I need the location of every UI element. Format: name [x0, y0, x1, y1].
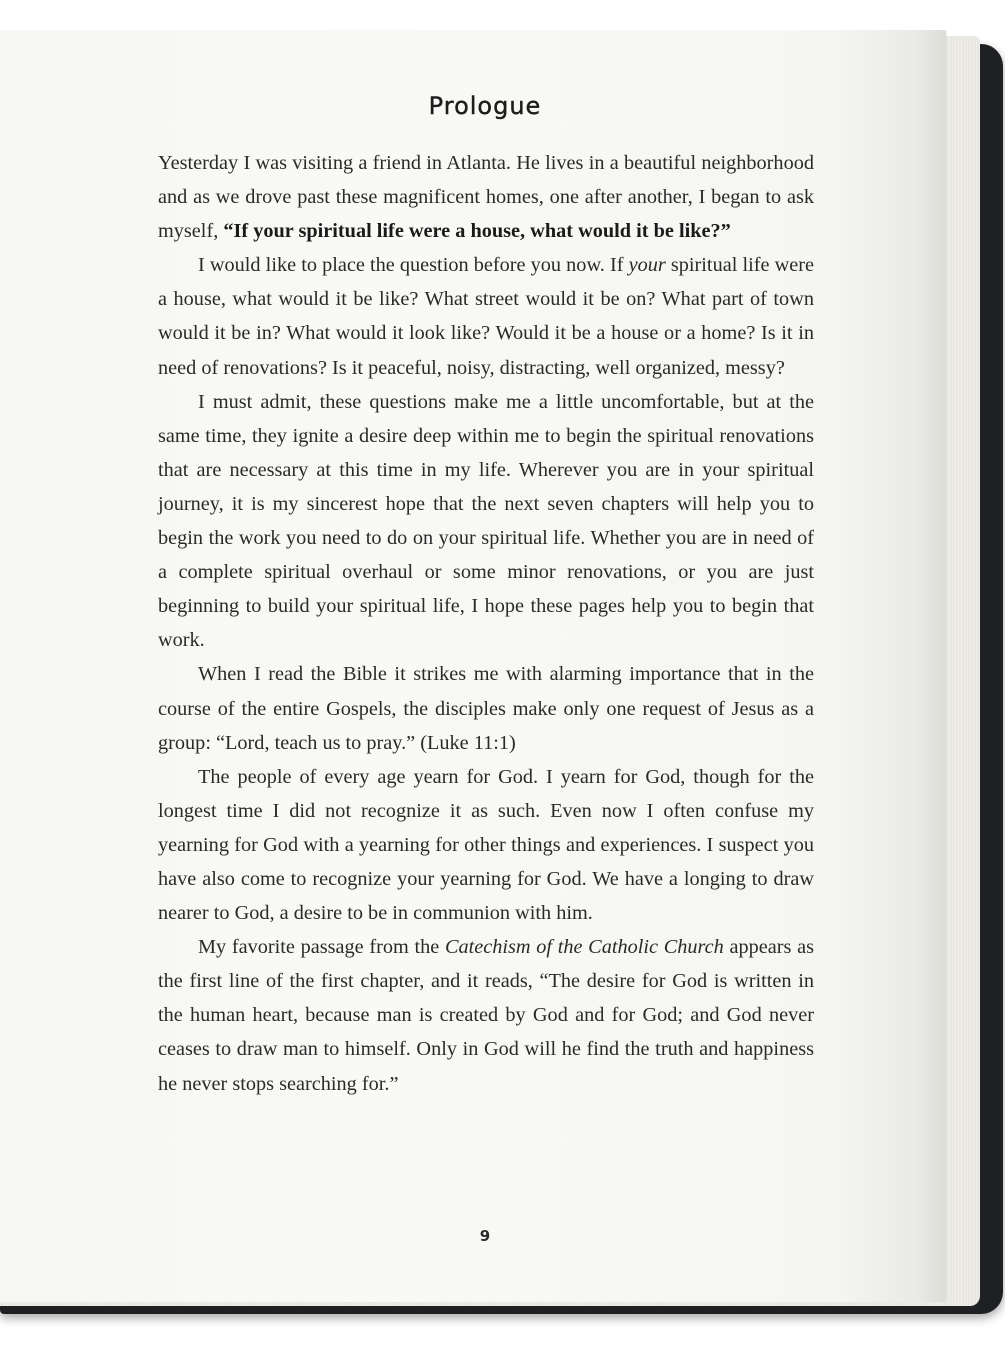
emphasized-question: “If your spiritual life were a house, what would it be like?”	[223, 220, 731, 243]
text-segment: I must admit, these questions make me a little uncomfortable, but at the same time, they ignite a desire deep within me to begin the spiritual renovations that are necessary at this time in my life. Wherever you are in your spiritual journey, it is my sincerest hope that the next seven chapters will help you to begin the work you need to do on your spiritual life. Whether you are in need of a complete spiritual overhaul or some minor renovations, or you are just beginning to build your spiritual life, I hope these pages help you to begin that work.	[158, 390, 814, 652]
paragraph	[158, 930, 814, 1100]
text-segment: spiritual life were a house, what would it be like? What street would it be on? What part of town would it be in? What would it look like? Would it be a house or a home? Is it in need of renovations? Is it peaceful, noisy, distracting, well organized, messy?	[158, 254, 815, 379]
text-segment: Yesterday I was visiting a friend in Atlanta. He lives in a beautiful neighborhood and as we drove past these magnificent homes, one after another, I began to ask myself,	[158, 152, 814, 243]
paragraph	[158, 657, 814, 759]
paragraph	[158, 385, 814, 658]
book-title-italic: Catechism of the Catholic Church	[444, 936, 724, 959]
text-segment: The people of every age yearn for God. I yearn for God, though for the longest time I did not recognize it as such. Even now I often confuse my yearning for God with a yearning for other things and experiences. I suspect you have also come to recognize your yearning for God. We have a longing to draw nearer to God, a desire to be in communion with him.	[158, 765, 814, 925]
text-segment: I would like to place the question before you now. If	[198, 254, 629, 277]
text-segment: When I read the Bible it strikes me with alarming importance that in the course of the entire Gospels, the disciples make only one request of Jesus as a group: “Lord, teach us to pray.” (Luke 11:1)	[158, 663, 814, 754]
page-number: 9	[479, 1227, 491, 1245]
text-segment: My favorite passage from the	[198, 936, 445, 959]
text-segment: appears as the first line of the first chapter, and it reads, “The desire for God is written in the human heart, because man is created by God and for God; and God never ceases to draw man to himself. Only in God will he find the truth and happiness he never stops searching for.”	[158, 936, 814, 1095]
body-text	[158, 146, 814, 1101]
paragraph	[158, 248, 814, 384]
page-title: Prologue	[428, 92, 542, 121]
paragraph	[158, 146, 814, 248]
italic-text: your	[628, 254, 666, 277]
paragraph	[158, 760, 814, 930]
